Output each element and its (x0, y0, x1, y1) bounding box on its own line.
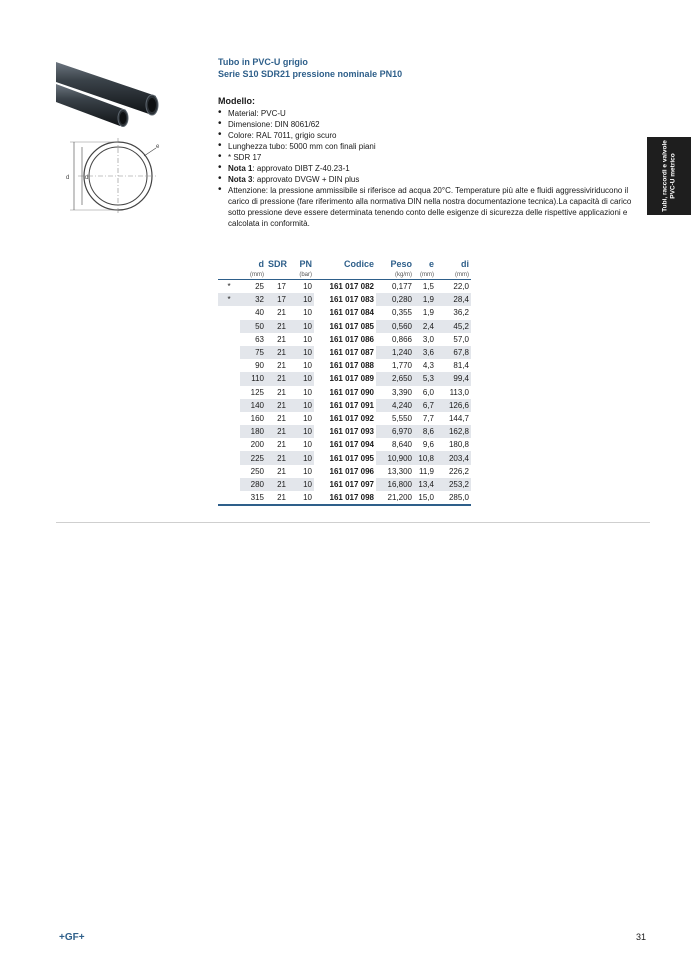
table-cell: 21 (266, 346, 288, 359)
table-row (218, 412, 471, 425)
drawing-label-e: e (156, 144, 160, 150)
table-cell: 10 (303, 308, 312, 318)
table-cell: 17 (277, 282, 286, 292)
table-row (218, 359, 471, 372)
note-marker-cell (218, 399, 240, 412)
table-cell: 2,4 (414, 320, 436, 333)
table-cell: 10 (288, 425, 314, 438)
specification-list (218, 108, 648, 229)
table-cell: 17 (266, 293, 288, 306)
table-cell: 10,900 (376, 451, 414, 464)
note-marker-cell (218, 465, 240, 478)
table-cell: 63 (255, 334, 264, 344)
column-header (218, 258, 240, 270)
codice-cell: 161 017 097 (329, 479, 374, 489)
codice-cell: 161 017 091 (329, 400, 374, 410)
table-cell: 1,9 (422, 308, 434, 318)
table-cell: 0,177 (391, 282, 412, 292)
codice-cell: 161 017 087 (329, 348, 374, 358)
table-header-row (218, 258, 471, 270)
note-marker-cell (218, 438, 240, 451)
table-cell: 3,390 (391, 387, 412, 397)
table-row (218, 491, 471, 505)
table-cell: 50 (240, 320, 266, 333)
codice-cell: 161 017 082 (329, 282, 374, 292)
table-cell: 10 (303, 440, 312, 450)
table-cell: 6,970 (376, 425, 414, 438)
table-cell: 10 (303, 334, 312, 344)
codice-cell: 161 017 085 (329, 321, 374, 331)
table-cell: 6,7 (414, 399, 436, 412)
table-cell: 0,866 (391, 334, 412, 344)
unit-cell: (mm) (240, 270, 266, 280)
table-cell: 21 (266, 372, 288, 385)
codice-cell: 161 017 093 (329, 427, 374, 437)
spec-item: • * SDR 17 (218, 152, 648, 163)
table-cell: 0,560 (376, 320, 414, 333)
table-body (218, 280, 471, 506)
note-marker-cell (218, 478, 240, 491)
table-cell: 45,2 (436, 320, 471, 333)
section-tab-label: Tubi, raccordi e valvole PVC-U metrico (661, 140, 676, 212)
table-cell: 90 (255, 361, 264, 371)
table-cell: 21 (266, 491, 288, 505)
table-cell: 1,9 (414, 293, 436, 306)
table-cell: 8,6 (414, 425, 436, 438)
table-cell: 21 (277, 387, 286, 397)
table-cell: 160 (250, 413, 264, 423)
table-cell: 10 (303, 282, 312, 292)
table-cell: 10 (288, 346, 314, 359)
table-row (218, 478, 471, 491)
table-cell: 40 (255, 308, 264, 318)
table-cell: 203,4 (436, 451, 471, 464)
table-cell: 1,770 (391, 361, 412, 371)
note-marker-cell (218, 359, 240, 372)
divider (56, 522, 650, 523)
table-row (218, 372, 471, 385)
note-marker-cell (218, 372, 240, 385)
table-cell: 9,6 (422, 440, 434, 450)
unit-cell: (mm) (414, 270, 436, 280)
codice-cell: 161 017 096 (329, 466, 374, 476)
table-cell: 21 (266, 451, 288, 464)
table-cell: 315 (240, 491, 266, 505)
unit-cell: (kg/m) (376, 270, 414, 280)
codice-cell: 161 017 092 (329, 413, 374, 423)
spec-item: • Colore: RAL 7011, grigio scuro (218, 130, 648, 141)
title-line-2: Serie S10 SDR21 pressione nominale PN10 (218, 68, 403, 79)
table-row (218, 386, 471, 399)
table-cell: 10 (288, 478, 314, 491)
codice-cell: 161 017 088 (329, 361, 374, 371)
gf-logo: +GF+ (59, 932, 85, 943)
table-cell: 32 (240, 293, 266, 306)
codice-cell: 161 017 095 (329, 453, 374, 463)
note-marker-cell: * (227, 282, 231, 292)
codice-cell: 161 017 084 (329, 308, 374, 318)
table-row (218, 451, 471, 464)
table-cell: 10 (288, 491, 314, 505)
note-marker-cell (218, 412, 240, 425)
table-cell: 125 (250, 387, 264, 397)
table-cell: 75 (240, 346, 266, 359)
table-cell: 200 (250, 440, 264, 450)
column-header-d: d (258, 259, 264, 269)
table-cell: 113,0 (449, 387, 469, 397)
table-cell: 21 (266, 399, 288, 412)
table-cell: 5,550 (391, 413, 412, 423)
note-marker-cell (218, 451, 240, 464)
table-cell: 10 (303, 387, 312, 397)
column-header-sdr: SDR (268, 259, 288, 269)
table-cell: 10 (288, 320, 314, 333)
table-cell: 67,8 (436, 346, 471, 359)
table-cell: 0,355 (391, 308, 412, 318)
drawing-label-d: d (66, 175, 70, 181)
table-row (218, 306, 471, 319)
table-cell: 57,0 (453, 334, 469, 344)
table-cell: 11,9 (419, 466, 434, 476)
note-marker-cell (218, 306, 240, 319)
table-cell: 10 (303, 361, 312, 371)
unit-cell: (bar) (288, 270, 314, 280)
table-cell: 21 (277, 413, 286, 423)
table-cell: 10 (288, 293, 314, 306)
table-cell: 3,0 (422, 334, 434, 344)
unit-cell (218, 270, 240, 280)
table-row (218, 465, 471, 478)
table-units-row (218, 270, 471, 280)
table-cell: 10 (303, 466, 312, 476)
table-cell: 21 (277, 308, 286, 318)
spec-item-nota-3: • Nota 3: approvato DVGW + DIN plus (218, 174, 648, 185)
table-row (218, 320, 471, 333)
table-row (218, 425, 471, 438)
codice-cell: 161 017 089 (329, 374, 374, 384)
table-cell: 3,6 (414, 346, 436, 359)
table-cell: 21,200 (376, 491, 414, 505)
table-cell: 4,240 (376, 399, 414, 412)
table-cell: 1,240 (376, 346, 414, 359)
table-cell: 140 (240, 399, 266, 412)
table-cell: 10 (288, 372, 314, 385)
codice-cell: 161 017 090 (329, 387, 374, 397)
table-cell: 13,300 (387, 466, 412, 476)
table-row (218, 293, 471, 306)
spec-item: • Dimensione: DIN 8061/62 (218, 119, 648, 130)
table-cell: 99,4 (436, 372, 471, 385)
table-cell: 8,640 (391, 440, 412, 450)
table-cell: 16,800 (376, 478, 414, 491)
table-cell: 28,4 (436, 293, 471, 306)
codice-cell: 161 017 094 (329, 440, 374, 450)
table-cell: 225 (240, 451, 266, 464)
page-number: 31 (636, 932, 647, 942)
table-cell: 6,0 (422, 387, 434, 397)
table-cell: 7,7 (422, 413, 434, 423)
spec-item: • Lunghezza tubo: 5000 mm con finali piani (218, 141, 648, 152)
table-cell: 21 (277, 466, 286, 476)
codice-cell: 161 017 083 (329, 295, 374, 305)
spec-item-nota-1: • Nota 1: approvato DIBT Z-40.23-1 (218, 163, 648, 174)
note-marker-cell (218, 333, 240, 346)
table-cell: 10 (288, 451, 314, 464)
table-cell: 36,2 (453, 308, 469, 318)
table-cell: 180,8 (448, 440, 469, 450)
table-cell: 253,2 (436, 478, 471, 491)
table-cell: 21 (277, 334, 286, 344)
spec-item: • Material: PVC-U (218, 108, 648, 119)
table-cell: 180 (240, 425, 266, 438)
note-marker-cell: * (218, 293, 240, 306)
table-cell: 2,650 (376, 372, 414, 385)
table-cell: 21 (266, 320, 288, 333)
table-row (218, 280, 471, 294)
table-cell: 280 (240, 478, 266, 491)
column-header-pn: PN (299, 259, 312, 269)
table-cell: 162,8 (436, 425, 471, 438)
table-cell: 10,8 (414, 451, 436, 464)
table-cell: 1,5 (422, 282, 434, 292)
pipe-photo (56, 58, 162, 128)
table-cell: 250 (250, 466, 264, 476)
table-cell: 25 (255, 282, 264, 292)
note-marker-cell (218, 320, 240, 333)
unit-cell: (mm) (436, 270, 471, 280)
unit-cell (266, 270, 288, 280)
table-cell: 144,7 (448, 413, 469, 423)
table-cell: 22,0 (453, 282, 469, 292)
table-cell: 226,2 (448, 466, 469, 476)
table-cell: 0,280 (376, 293, 414, 306)
table-cell: 21 (277, 440, 286, 450)
table-cell: 126,6 (436, 399, 471, 412)
column-header-e: e (428, 259, 434, 269)
spec-item-attenzione: • Attenzione: la pressione ammissibile si riferisce ad acqua 20°C. Temperature più alte e fluidi aggressiviriducono il carico di pressione (fare riferimento alla normativa DIN nella nostra documentazione tecnica).La capacità di carico sotto pressione deve essere determinata tenendo conto delle esigenze di sicurezza delle rispettive applicazioni e calcolata in conformità. (218, 185, 648, 229)
table-cell: 21 (277, 361, 286, 371)
table-cell: 81,4 (453, 361, 469, 371)
note-marker-cell (218, 386, 240, 399)
table-cell: 10 (303, 413, 312, 423)
table-cell: 15,0 (414, 491, 436, 505)
table-cell: 110 (240, 372, 266, 385)
section-tab (647, 137, 691, 215)
column-header-codice: Codice (343, 259, 374, 269)
table-row (218, 399, 471, 412)
drawing-label-di: di (85, 175, 90, 181)
model-label: Modello: (218, 96, 255, 106)
table-cell: 21 (266, 478, 288, 491)
table-row (218, 333, 471, 346)
note-marker-cell (218, 491, 240, 505)
codice-cell: 161 017 098 (314, 491, 376, 505)
note-marker-cell (218, 425, 240, 438)
codice-cell: 161 017 086 (329, 334, 374, 344)
table-cell: 13,4 (414, 478, 436, 491)
table-row (218, 346, 471, 359)
table-cell: 4,3 (422, 361, 434, 371)
table-cell: 10 (288, 399, 314, 412)
column-header-di: di (461, 259, 469, 269)
table-cell: 285,0 (436, 491, 471, 505)
table-cell: 21 (266, 425, 288, 438)
pipe-cross-section-drawing (56, 138, 166, 214)
note-marker-cell (218, 346, 240, 359)
table-cell: 5,3 (414, 372, 436, 385)
table-row (218, 438, 471, 451)
pipe-dimension-table (218, 258, 471, 506)
title-line-1: Tubo in PVC-U grigio (218, 57, 308, 67)
unit-cell (314, 270, 376, 280)
column-header-peso: Peso (390, 259, 412, 269)
product-title (218, 57, 402, 80)
